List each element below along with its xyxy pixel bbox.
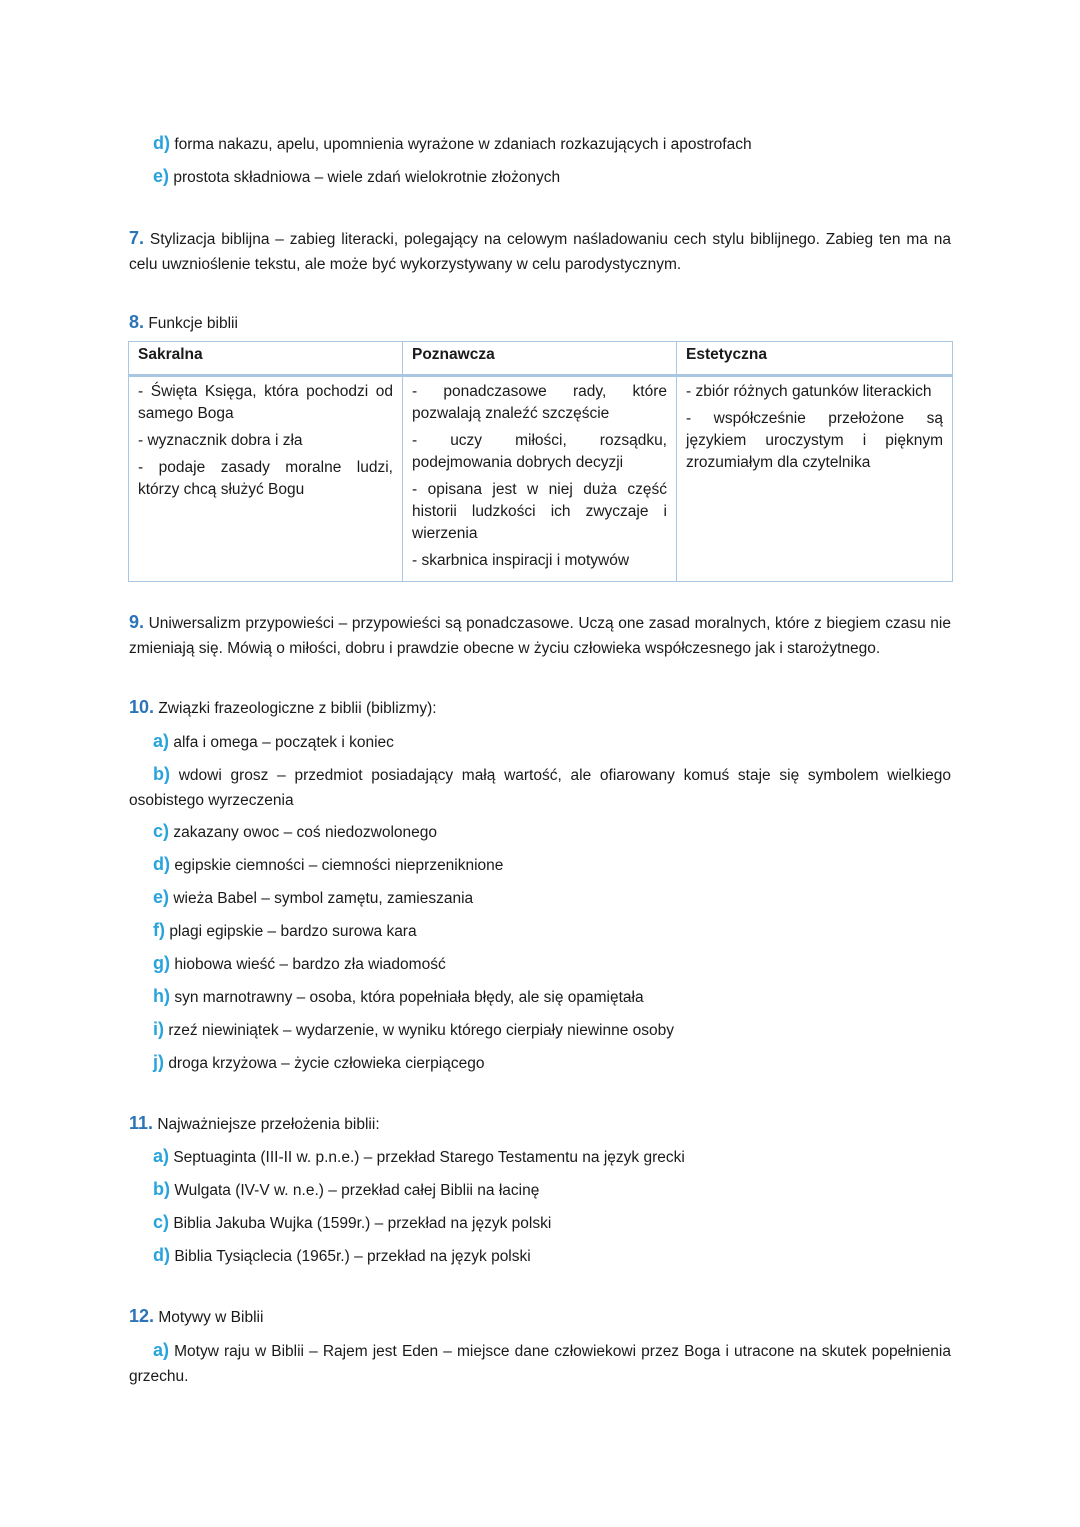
list-item [153,1018,674,1042]
cell-line: - podaje zasady moralne ludzi, którzy chcą służyć Bogu [138,459,393,498]
item-text: syn marnotrawny – osoba, która popełniała błędy, ale się opamiętała [174,989,644,1006]
item-letter: e) [153,887,170,907]
list-item [153,886,473,910]
item-text: egipskie ciemności – ciemności nieprzeniknione [174,857,504,874]
item-text: Biblia Jakuba Wujka (1599r.) – przekład na język polski [173,1215,552,1232]
section-title: Motywy w Biblii [158,1309,264,1326]
item-letter: i) [153,1019,164,1039]
cell-line: - ponadczasowe rady, które pozwalają znaleźć szczęście [412,383,667,422]
item-text: forma nakazu, apelu, upomnienia wyrażone w zdaniach rozkazujących i apostrofach [174,136,752,153]
section-8-heading [129,311,238,335]
section-text: Stylizacja biblijna – zabieg literacki, polegający na celowym naśladowaniu cech stylu biblijnego. Zabieg ten ma na celu uwznioślenie tekstu, ale może być wykorzystywany w celu parodystycznym. [129,231,951,273]
section-text: Uniwersalizm przypowieści – przypowieści są ponadczasowe. Uczą one zasad moralnych, które z biegiem czasu nie zmieniają się. Mówią o miłości, dobru i prawdzie obecne w życiu człowieka współczesnego jak i starożytnego. [129,615,951,657]
list-item [153,985,644,1009]
list-item [153,165,560,189]
item-letter: a) [153,1340,170,1360]
section-title: Związki frazeologiczne z biblii (biblizmy): [158,700,437,717]
item-text: wieża Babel – symbol zamętu, zamieszania [173,890,474,907]
list-item [153,820,437,844]
item-text: prostota składniowa – wiele zdań wielokrotnie złożonych [173,169,561,186]
item-letter: c) [153,821,170,841]
item-text: zakazany owoc – coś niedozwolonego [173,824,437,841]
item-letter: d) [153,854,170,874]
section-9 [129,610,951,661]
column-header: Poznawcza [403,342,677,376]
functions-table [128,341,953,582]
list-item [153,853,503,877]
section-number: 7. [129,228,145,248]
item-letter: f) [153,920,165,940]
item-letter: d) [153,1245,170,1265]
list-item [153,132,752,156]
item-text: rzeź niewiniątek – wydarzenie, w wyniku którego cierpiały niewinne osoby [168,1022,675,1039]
section-number: 12. [129,1306,155,1326]
list-item [153,1244,531,1268]
table-row [129,376,953,582]
item-letter: b) [153,764,170,784]
item-text: Motyw raju w Biblii – Rajem jest Eden – miejsce dane człowiekowi przez Boga i utracone na skutek popełnienia grzechu. [129,1343,951,1385]
list-item [153,730,394,754]
list-item [153,1145,685,1169]
cell-line: - współcześnie przełożone są językiem uroczystym i pięknym zrozumiałym dla czytelnika [686,410,943,471]
item-text: plagi egipskie – bardzo surowa kara [169,923,417,940]
item-text: Biblia Tysiąclecia (1965r.) – przekład na język polski [174,1248,531,1265]
list-item [153,1211,551,1235]
item-letter: g) [153,953,170,973]
table-cell-poznawcza [403,376,677,582]
list-item [129,762,951,813]
cell-line: - Święta Księga, która pochodzi od samego Boga [138,383,393,422]
item-text: Wulgata (IV-V w. n.e.) – przekład całej Biblii na łacinę [174,1182,540,1199]
item-text: Septuaginta (III-II w. p.n.e.) – przekład Starego Testamentu na język grecki [173,1149,685,1166]
table-header-row [129,342,953,376]
item-text: hiobowa wieść – bardzo zła wiadomość [174,956,446,973]
item-letter: c) [153,1212,170,1232]
section-number: 8. [129,312,145,332]
item-letter: e) [153,166,170,186]
section-number: 10. [129,697,155,717]
section-title: Najważniejsze przełożenia biblii: [157,1116,380,1133]
cell-line: - opisana jest w niej duża część historii ludzkości ich zwyczaje i wierzenia [412,481,667,542]
section-11-heading [129,1112,380,1136]
list-item [153,952,446,976]
item-letter: a) [153,731,170,751]
item-letter: d) [153,133,170,153]
item-text: wdowi grosz – przedmiot posiadający małą wartość, ale ofiarowany komuś staje się symbolem wielkiego osobistego wyrzeczenia [129,767,951,809]
item-text: droga krzyżowa – życie człowieka cierpiącego [168,1055,485,1072]
item-letter: a) [153,1146,170,1166]
section-12-heading [129,1305,263,1329]
item-letter: h) [153,986,170,1006]
column-header: Estetyczna [677,342,953,376]
section-number: 11. [129,1113,154,1133]
list-item [153,1051,484,1075]
section-7 [129,226,951,277]
section-number: 9. [129,612,145,632]
list-item [129,1338,951,1389]
cell-line: - skarbnica inspiracji i motywów [412,552,630,569]
table-cell-sakralna [129,376,403,582]
table-cell-estetyczna [677,376,953,582]
cell-line: - zbiór różnych gatunków literackich [686,383,932,400]
item-text: alfa i omega – początek i koniec [173,734,394,751]
item-letter: b) [153,1179,170,1199]
column-header: Sakralna [129,342,403,376]
section-10-heading [129,696,437,720]
cell-line: - uczy miłości, rozsądku, podejmowania dobrych decyzji [412,432,667,471]
list-item [153,1178,539,1202]
list-item [153,919,417,943]
cell-line: - wyznacznik dobra i zła [138,432,303,449]
section-title: Funkcje biblii [148,315,238,332]
item-letter: j) [153,1052,164,1072]
